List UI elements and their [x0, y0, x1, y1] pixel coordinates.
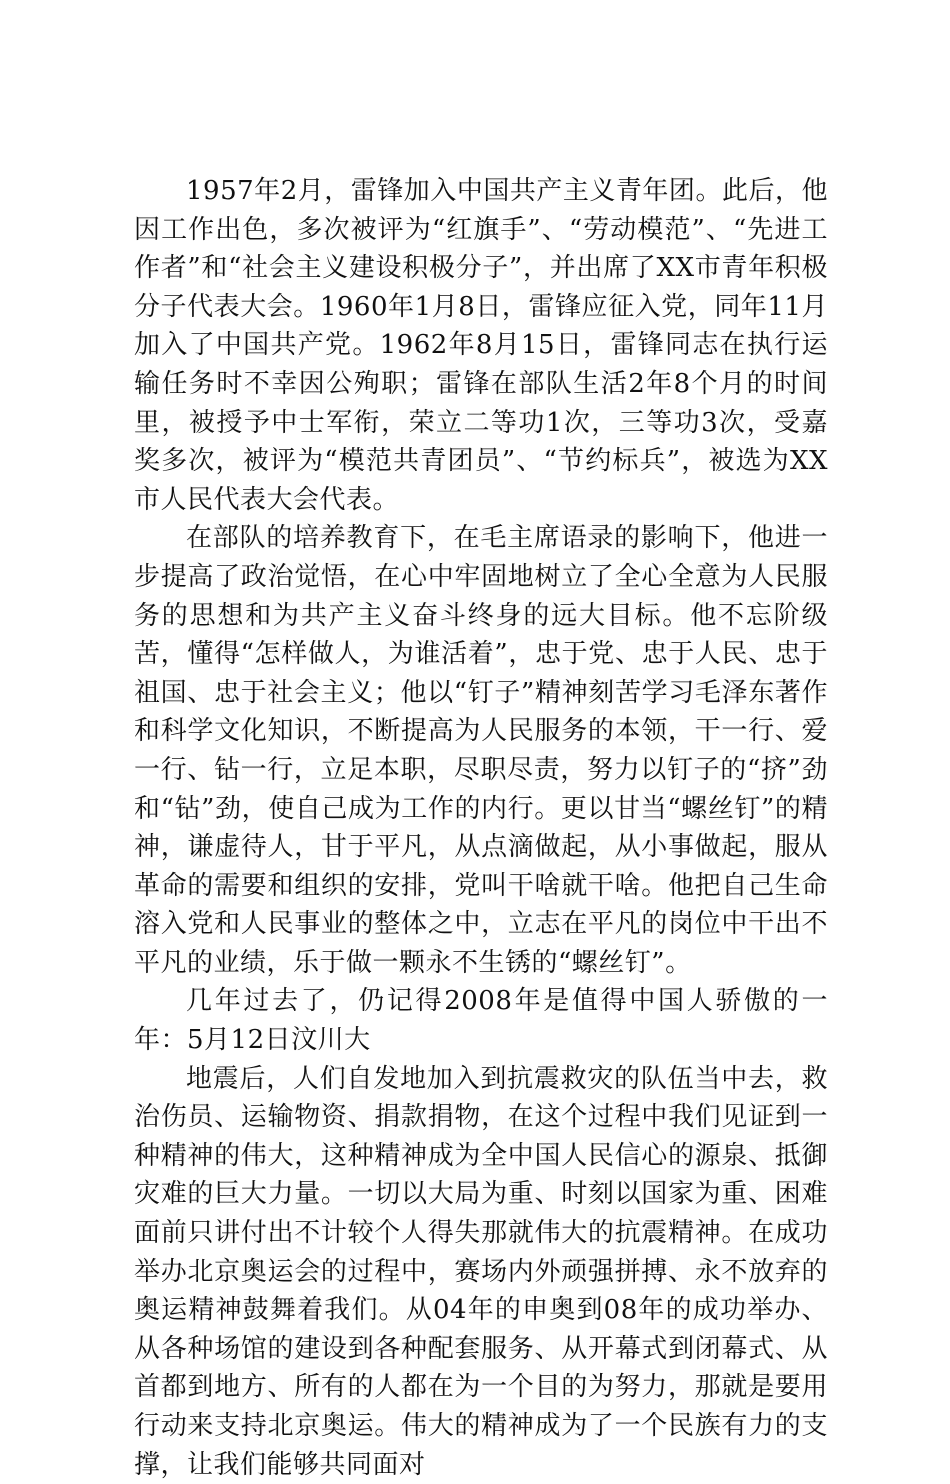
paragraph-3: 几年过去了，仍记得2008年是值得中国人骄傲的一年：5月12日汶川大 — [134, 986, 828, 1056]
paragraph-2: 在部队的培养教育下，在毛主席语录的影响下，他进一步提高了政治觉悟，在心中牢固地树立了全心全意为人民服务的思想和为共产主义奋斗终身的远大目标。他不忘阶级苦，懂得“怎样做人，为谁活着”，忠于党、忠于人民、忠于祖国、忠于社会主义；他以“钉子”精神刻苦学习毛泽东著作和科学文化知识，不断提高为人民服务的本领，干一行、爱一行、钻一行，立足本职，尽职尽责，努力以钉子的“挤”劲和“钻”劲，使自己成为工作的内行。更以甘当“螺丝钉”的精神，谦虚待人，甘于平凡，从点滴做起，从小事做起，服从革命的需要和组织的安排，党叫干啥就干啥。他把自己生命溶入党和人民事业的整体之中，立志在平凡的岗位中干出不平凡的业绩，乐于做一颗永不生锈的“螺丝钉”。 — [134, 523, 828, 978]
paragraph-4: 地震后，人们自发地加入到抗震救灾的队伍当中去，救治伤员、运输物资、捐款捐物，在这个过程中我们见证到一种精神的伟大，这种精神成为全中国人民信心的源泉、抵御灾难的巨大力量。一切以大局为重、时刻以国家为重、困难面前只讲付出不计较个人得失那就伟大的抗震精神。在成功举办北京奥运会的过程中，赛场内外顽强拼搏、永不放弃的奥运精神鼓舞着我们。从04年的申奥到08年的成功举办、从各种场馆的建设到各种配套服务、从开幕式到闭幕式、从首都到地方、所有的人都在为一个目的为努力，那就是要用行动来支持北京奥运。伟大的精神成为了一个民族有力的支撑，让我们能够共同面对 — [134, 1063, 828, 1480]
document-body — [134, 172, 828, 1484]
paragraph-1: 1957年2月，雷锋加入中国共产主义青年团。此后，他因工作出色，多次被评为“红旗手”、“劳动模范”、“先进工作者”和“社会主义建设积极分子”，并出席了XX市青年积极分子代表大会。1960年1月8日，雷锋应征入党，同年11月加入了中国共产党。1962年8月15日，雷锋同志在执行运输任务时不幸因公殉职；雷锋在部队生活2年8个月的时间里，被授予中士军衔，荣立二等功1次，三等功3次，受嘉奖多次，被评为“模范共青团员”、“节约标兵”，被选为XX市人民代表大会代表。 — [134, 176, 828, 515]
